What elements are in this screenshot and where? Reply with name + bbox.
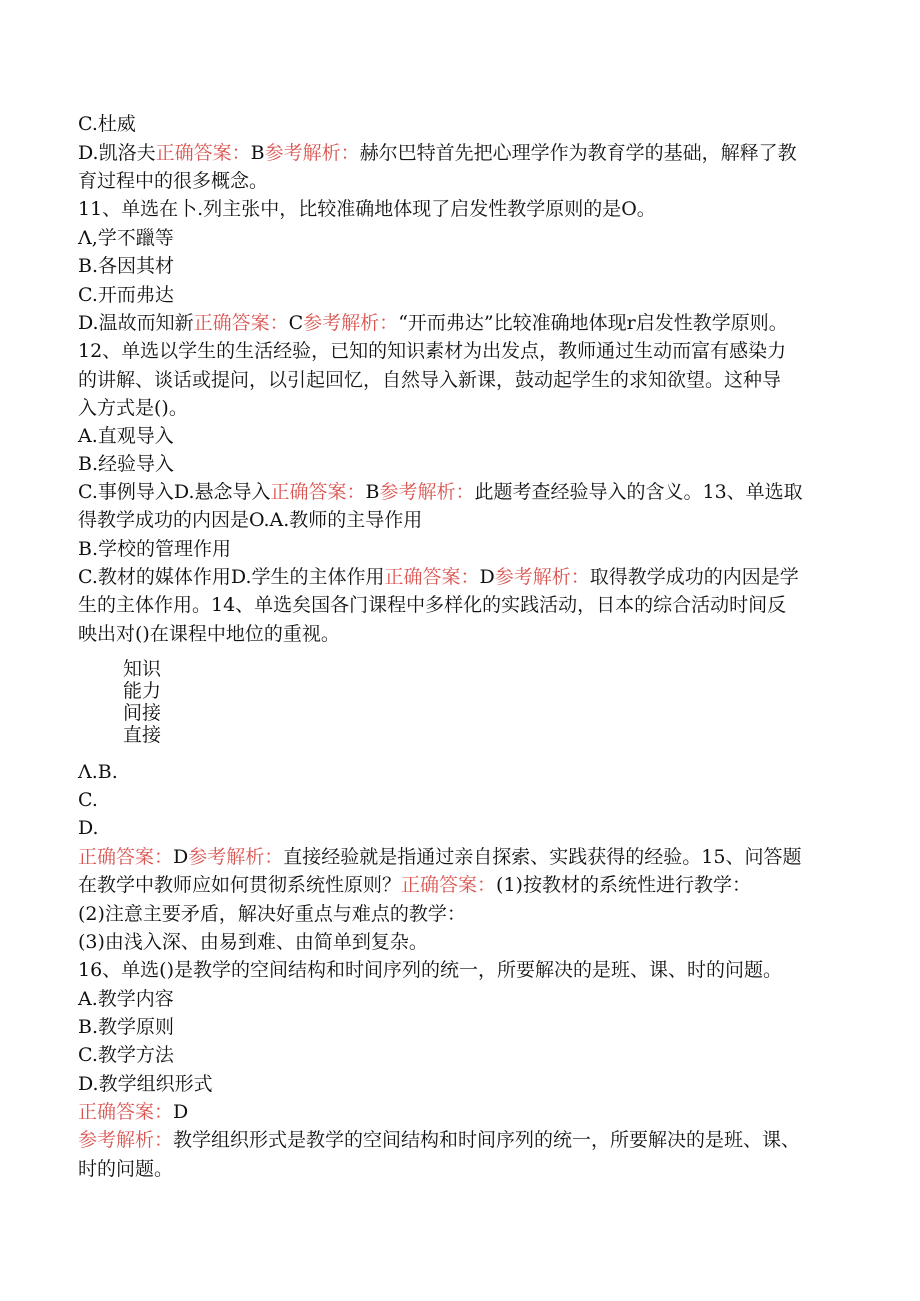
explanation-continued: 育过程中的很多概念。 [78,170,269,192]
answer-letter: B [365,481,380,503]
explanation-text: 直接经验就是指通过亲自探索、实践获得的经验。15、问答题 [283,846,802,868]
question-12-answer-line [78,478,848,506]
option-a: A.教学内容 [78,988,174,1010]
explanation-text: 此题考查经验导入的含义。13、单选取 [474,481,803,503]
option-a: Λ,学不躐等 [78,227,174,249]
question-10-answer-line [78,139,848,167]
option-letter-d: D. [78,817,99,839]
correct-answer-label: 正确答案： [78,846,174,868]
question-11-answer-line [78,309,848,337]
question-14-answer-line [78,843,848,871]
correct-answer-label: 正确答案： [193,312,289,334]
option-d: D.教学组织形式 [78,1073,213,1095]
explanation-text: 赫尔巴特首先把心理学作为教育学的基础，解释了教 [359,142,797,164]
option-b: B.教学原则 [78,1016,175,1038]
question-16-stem: 16、单选()是教学的空间结构和时间序列的统一，所要解决的是班、课、时的问题。 [78,959,783,981]
answer-letter: C [288,312,304,334]
option-c: C.开而弗达 [78,284,174,306]
explanation-label: 参考解析： [264,142,360,164]
explanation-text: 取得教学成功的内因是学 [589,566,799,588]
option-c: C.教学方法 [78,1044,174,1066]
option-letters-ab: Λ.B. [78,761,118,783]
answer-letter: D [479,566,495,588]
option-b: B.经验导入 [78,453,175,475]
explanation-label: 参考解析： [78,1129,174,1151]
correct-answer-label: 正确答案： [155,142,251,164]
option-cd: C.事例导入D.悬念导入 [78,481,271,503]
question-12-stem: 12、单选以学生的生活经验，已知的知识素材为出发点，教师通过生动而富有感染力 [78,340,787,362]
answer-letter: D [173,1101,189,1123]
option-letter-c: C. [78,789,98,811]
answer-letter: D [173,846,189,868]
correct-answer-label: 正确答案： [270,481,366,503]
option-list-item: 知识 [123,658,162,680]
question-15-stem: 在教学中教师应如何贯彻系统性原则？ [78,874,402,896]
explanation-label: 参考解析： [494,566,590,588]
answer-point-3: (3)由浅入深、由易到难、由简单到复杂。 [78,931,428,953]
question-14-stem-2: 映出对()在课程中地位的重视。 [78,623,340,645]
option-b: B.学校的管理作用 [78,538,232,560]
answer-text: (1)按教材的系统性进行教学： [496,874,751,896]
question-12-stem-3: 入方式是()。 [78,397,188,419]
answer-letter: B [250,142,265,164]
option-a: A.直观导入 [78,425,174,447]
option-d: D.温故而知新 [78,312,194,334]
question-16-answer-line [78,1098,848,1126]
explanation-label: 参考解析： [188,846,284,868]
correct-answer-label: 正确答案： [78,1101,174,1123]
question-15-line [78,871,848,899]
explanation-label: 参考解析： [379,481,475,503]
option-d: D.凯洛夫 [78,142,156,164]
option-c-duwei: C.杜威 [78,113,136,135]
question-13-answer-line [78,563,848,591]
option-cd: C.教材的媒体作用D.学生的主体作用 [78,566,385,588]
correct-answer-label: 正确答案： [401,874,497,896]
question-14-stem: 生的主体作用。14、单选矣国各门课程中多样化的实践活动，日本的综合活动时间反 [78,594,787,616]
explanation-text: “开而弗达”比较准确地体现r启发性教学原则。 [398,312,788,334]
explanation-continued: 时的问题。 [78,1158,174,1180]
question-11-stem: 11、单选在卜.列主张中，比较准确地体现了启发性教学原则的是O。 [78,198,656,220]
explanation-label: 参考解析： [303,312,399,334]
question-12-stem-2: 的讲解、谈话或提问，以引起回忆，自然导入新课，鼓动起学生的求知欲望。这种导 [78,369,782,391]
question-16-explanation-line [78,1126,848,1154]
option-list-item: 间接 [123,702,162,724]
option-list-item: 直接 [123,724,162,746]
explanation-text: 教学组织形式是教学的空间结构和时间序列的统一，所要解决的是班、课、 [173,1129,801,1151]
correct-answer-label: 正确答案： [384,566,480,588]
option-b: B.各因其材 [78,255,175,277]
answer-point-2: (2)注意主要矛盾，解决好重点与难点的教学： [78,903,466,925]
question-13-stem: 得教学成功的内因是O.A.教师的主导作用 [78,509,423,531]
option-list-item: 能力 [123,680,162,702]
